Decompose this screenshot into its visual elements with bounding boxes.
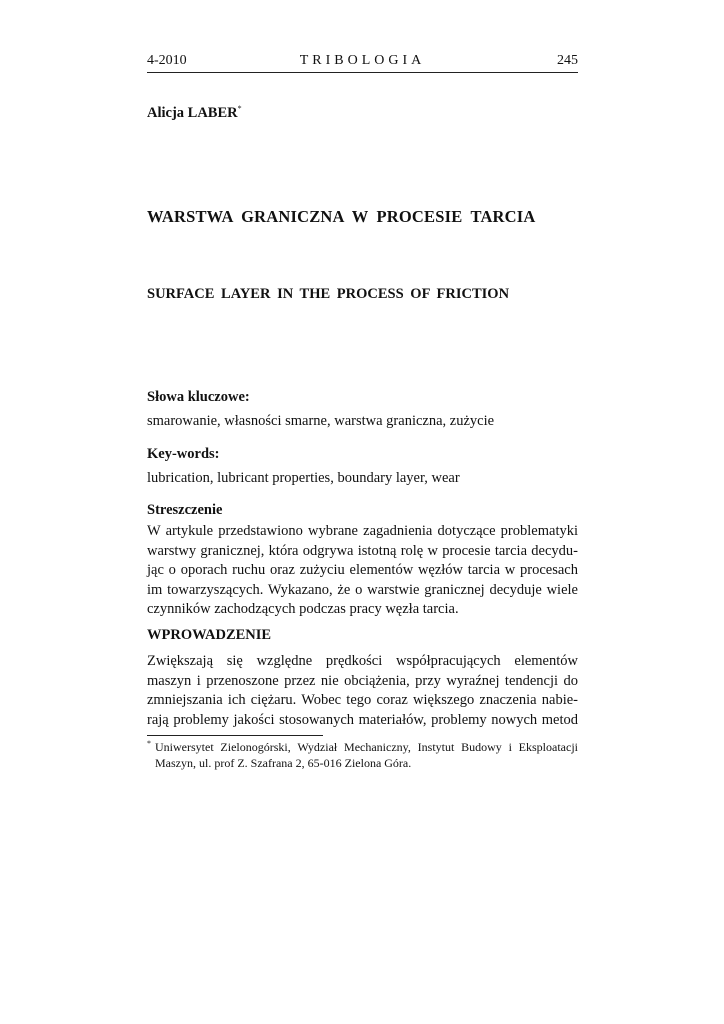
introduction-line: rają problemy jakości stosowanych materiałów, problemy nowych metod bbox=[147, 711, 578, 728]
page-number: 245 bbox=[557, 53, 578, 68]
introduction-line: zmniejszania ich ciężaru. Wobec tego coraz większego znaczenia nabie- bbox=[147, 692, 578, 709]
keywords-en-text: lubrication, lubricant properties, boundary layer, wear bbox=[147, 470, 460, 486]
author bbox=[147, 104, 242, 122]
footnote-line: Uniwersytet Zielonogórski, Wydział Mechaniczny, Instytut Budowy i Eksploatacji bbox=[155, 740, 578, 754]
abstract-label: Streszczenie bbox=[147, 502, 223, 518]
footnote bbox=[147, 739, 578, 771]
journal-name: TRIBOLOGIA bbox=[299, 53, 426, 68]
header-rule bbox=[147, 72, 578, 73]
running-head bbox=[147, 50, 578, 72]
introduction-line: maszyn i przenoszone przez nie obciążenia, przy wyraźnej tendencji do bbox=[147, 672, 578, 689]
introduction-paragraph bbox=[147, 652, 578, 730]
issue-number: 4-2010 bbox=[147, 53, 187, 68]
abstract-line: W artykule przedstawiono wybrane zagadnienia dotyczące problematyki bbox=[147, 523, 578, 539]
title-polish: WARSTWA GRANICZNA W PROCESIE TARCIA bbox=[147, 207, 536, 226]
abstract-line: jąc o oporach ruchu oraz zużyciu elementów węzłów tarcia w procesach bbox=[147, 562, 578, 579]
keywords-en-label: Key-words: bbox=[147, 446, 220, 462]
journal-page bbox=[147, 0, 578, 1024]
introduction-line: Zwiększają się względne prędkości współpracujących elementów bbox=[147, 653, 578, 669]
abstract-line: warstwy granicznej, która odgrywa istotną rolę w procesie tarcia decydu- bbox=[147, 542, 578, 559]
footnote-mark: * bbox=[147, 739, 151, 748]
abstract-line: im towarzyszących. Wykazano, że o warstwie granicznej decyduje wiele bbox=[147, 581, 578, 598]
keywords-pl-label: Słowa kluczowe: bbox=[147, 389, 250, 405]
author-footnote-mark: * bbox=[237, 104, 242, 113]
introduction-heading: WPROWADZENIE bbox=[147, 627, 272, 643]
title-english: SURFACE LAYER IN THE PROCESS OF FRICTION bbox=[147, 286, 510, 302]
abstract-line: czynników zachodzących podczas pracy węzła tarcia. bbox=[147, 601, 459, 618]
footnote-rule bbox=[147, 735, 323, 736]
author-name: Alicja LABER bbox=[147, 105, 238, 121]
abstract-paragraph bbox=[147, 522, 578, 620]
footnote-line: Maszyn, ul. prof Z. Szafrana 2, 65-016 Zielona Góra. bbox=[155, 756, 412, 770]
keywords-pl-text: smarowanie, własności smarne, warstwa graniczna, zużycie bbox=[147, 413, 495, 429]
